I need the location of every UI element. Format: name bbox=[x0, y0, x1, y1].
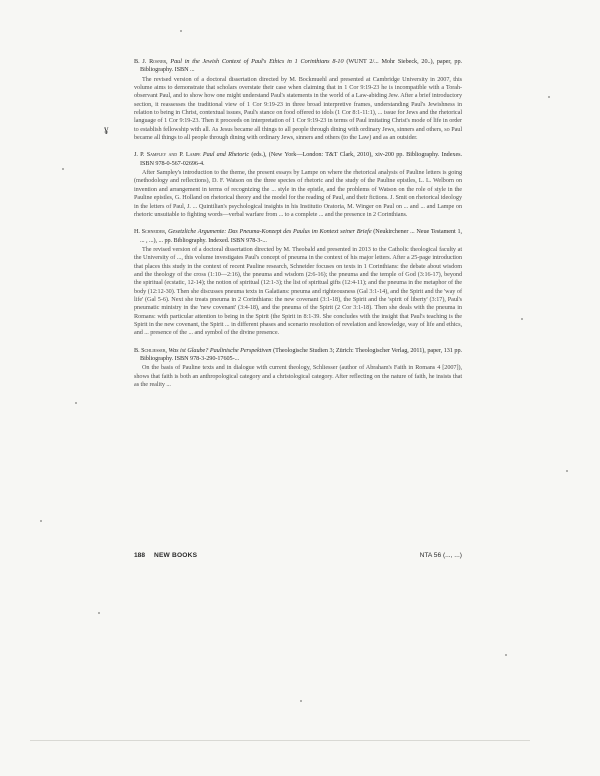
section-title: NEW BOOKS bbox=[154, 552, 198, 559]
entry-abstract: On the basis of Pauline texts and in dialogue with current theology, Schliesser (author of Abraham's Faith in Romans 4 [2007]), shows that faith is both an anthropological category and a christological category. After reflecting on the nature of faith, he insists that as the reality ... bbox=[134, 364, 462, 389]
entry-title: Paul in the Jewish Context of Paul's Ethics in 1 Corinthians 8-10 bbox=[170, 58, 344, 65]
entry-heading bbox=[134, 58, 462, 75]
book-entry bbox=[134, 347, 462, 390]
scan-speck bbox=[548, 96, 550, 98]
entry-title: Paul and Rhetoric bbox=[202, 151, 250, 159]
scan-speck bbox=[521, 318, 523, 320]
entry-title: Was ist Glaube? Paulinische Perspektiven bbox=[168, 346, 272, 354]
page-footer bbox=[134, 552, 462, 562]
entry-author: J. P. Sampley and P. Lampe bbox=[134, 151, 201, 159]
scan-speck bbox=[505, 654, 507, 656]
book-entry bbox=[134, 58, 462, 142]
page-edge-line bbox=[30, 740, 530, 741]
scan-speck bbox=[40, 520, 42, 522]
book-entry bbox=[134, 151, 462, 219]
scan-speck bbox=[180, 30, 182, 32]
book-entry bbox=[134, 228, 462, 337]
text-column bbox=[134, 58, 462, 398]
entry-biblio: (eds.), (New York—London: T&T Clark, 2010), xiv-200 pp. Bibliography. Indexes. ISBN 978-0-567-02696-4. bbox=[140, 151, 463, 167]
entry-abstract: The revised version of a doctoral dissertation directed by M. Theobald and presented in 2013 to the Catholic theological faculty at the University of ..., this volume investigates Paul's concept of pneuma in the context of his major letters. After a 25-page introduction that places this study in the context of recent Pauline research, Schneider focuses on texts in 1 Corinthians: the debate about wisdom and the theology of the cross (1:10—2:16), the pneuma and wisdom (2:6-16); the pneuma and the temple of God (3:16-17), beyond the spiritual (ecstatic, 12-14); the notion of spiritual (12:1-3); the list of spiritual gifts (12:4-11); and the pneuma in the metaphor of the body (12:12-30). Then she discusses pneuma texts in Galatians: pneuma and righteousness (Gal 3:1-14), and the Spirit and the 'way of life' (Gal 5-6). Next she treats pneuma in 2 Corinthians: the new covenant (3:1-18), the Spirit and the 'spirit of liberty' (3:17), Paul's pneumatic ministry in the 'new covenant' (3:4-18), and the pneuma of the Spirit (2 Cor 3:1-18). Then she deals with the pneuma in Romans: with particular attention to being in the Spirit (the Spirit in 8:1-39. She concludes with the insight that Paul's teaching is the Spirit in the new covenant, the Spirit ... in different phases and scenario resolution of revelation and knowledge, way of life and ethics, and ... presence of the ... and symbol of the divine presence. bbox=[134, 245, 462, 337]
entry-biblio: (Neukirchener ... Neue Testament 1, ... , ...), ... pp. Bibliography. Indexed. ISBN 978-3-... bbox=[140, 228, 462, 244]
entry-author: H. Schneider, bbox=[134, 228, 167, 236]
entry-heading bbox=[134, 151, 462, 168]
entry-author: B. J. Rosner, bbox=[134, 58, 168, 65]
scan-speck bbox=[75, 402, 77, 404]
page-number: 188 bbox=[134, 552, 146, 559]
entry-heading bbox=[134, 347, 462, 364]
scan-speck bbox=[62, 168, 64, 170]
entry-heading bbox=[134, 228, 462, 245]
entry-title: Gesetzliche Argumente: Das Pneuma-Konzept des Paulus im Kontext seiner Briefe bbox=[168, 228, 372, 236]
entry-biblio: (Theologische Studien 3; Zürich: Theologischer Verlag, 2011), paper, 131 pp. Bibliography. ISBN 978-3-290-17605-... bbox=[140, 346, 462, 362]
entry-biblio: (WUNT 2/... Mohr Siebeck, 20..), paper, pp. Bibliography. ISBN ... bbox=[140, 58, 462, 74]
scan-speck bbox=[98, 612, 100, 614]
scan-speck bbox=[300, 700, 302, 702]
entry-author: B. Schliesser, bbox=[134, 346, 167, 354]
entry-abstract: The revised version of a doctoral dissertation directed by M. Bockmuehl and presented at Cambridge University in 2007, this volume aims to demonstrate that scholars overstate their case when claiming that in 1 Cor 9:19-23 he is incompatible with a Torah-observant Paul, and to show how one might understand Paul's statements in the world of a Law-abiding Jew. After a brief introductory section, it reassesses the traditional view of 1 Cor 9:19-23 in three broad interpretive frames, understanding Paul's Jewishness in relation to being in Christ, contextual issues, Paul's stance on food offered to idols (1 Cor 8:1-11:1), ... issue for Jews and the rhetorical language of 1 Cor 9:19-23. Then it proceeds on interpretation of 1 Cor 9:19-23 in terms of Paul imitating Christ's mode of life in order to establish fellowship with all. As Jesus became all things to all people through dining with ordinary Jews, sinners and others, so Paul became all things to all people through dining with ordinary Jews, sinners and others (to the Law) and as an outsider. bbox=[134, 75, 462, 142]
margin-annotation: ¥ bbox=[104, 126, 109, 136]
journal-reference: NTA 56 (..., ...) bbox=[419, 552, 462, 559]
scan-speck bbox=[566, 470, 568, 472]
entry-abstract: After Sampley's introduction to the theme, the present essays by Lampe on where the rhetorical analysis of Pauline letters is going (methodology and reflections), D. F. Watson on the three species of rhetoric and the study of the Pauline epistles, L. L. Welborn on invention and arrangement in terms of recognizing the ... style in the epistle, and the problems of Watson on the role of style in the Pauline epistles, G. Holland on rhetorical theory and the model for the reading of Paul, and their fictions. J. Smit on rhetorical ideology in the letters of Paul, J. ... Quintilian's psychological insights in his Institutio Oratoria, M. Winger on Paul on ... and ... and Lampe on rhetoric unsuitable to fighting words—verbal warfare from ... to a complete ... and the presence in 2 Corinthians. bbox=[134, 169, 462, 218]
